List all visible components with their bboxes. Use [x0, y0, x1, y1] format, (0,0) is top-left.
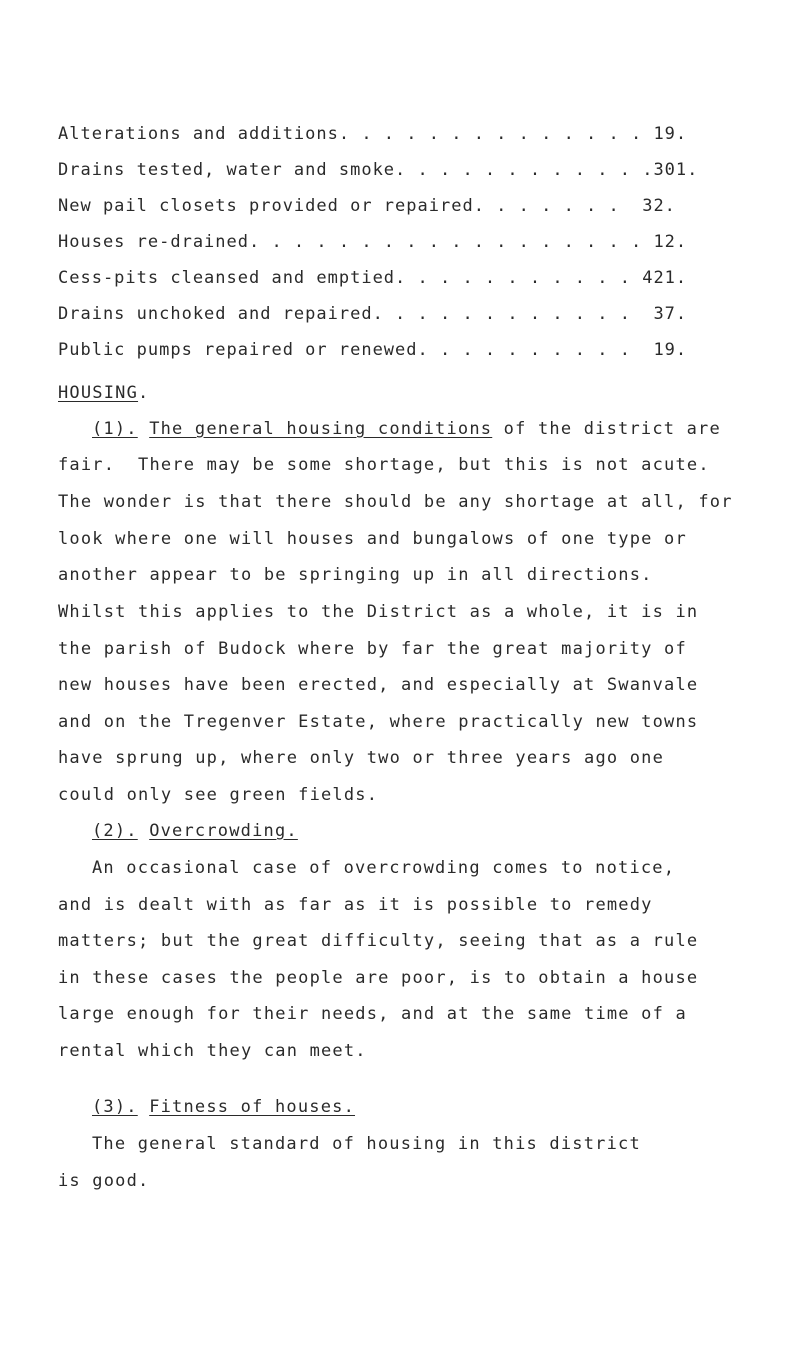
- section-1-line: another appear to be springing up in all directions.: [58, 565, 653, 585]
- section-3-line: The general standard of housing in this district: [92, 1134, 641, 1154]
- section-1-first-line: [92, 418, 721, 440]
- section-2-line: and is dealt with as far as it is possible to remedy: [58, 895, 653, 915]
- section-1-line: new houses have been erected, and especially at Swanvale: [58, 675, 699, 695]
- section-1-number: (1).: [92, 419, 138, 439]
- stat-row: Houses re-drained. . . . . . . . . . . . . . . . . . 12.: [58, 232, 688, 252]
- stat-row: Public pumps repaired or renewed. . . . . . . . . . 19.: [58, 340, 688, 360]
- section-1-line: Whilst this applies to the District as a whole, it is in: [58, 602, 699, 622]
- housing-heading-period: .: [138, 383, 150, 403]
- section-2-number: (2).: [92, 821, 138, 841]
- section-2-title: Overcrowding.: [149, 821, 298, 841]
- section-3-title: Fitness of houses.: [149, 1097, 356, 1117]
- housing-heading: [58, 382, 149, 404]
- section-2-line: rental which they can meet.: [58, 1041, 367, 1061]
- section-2-line: in these cases the people are poor, is to obtain a house: [58, 968, 699, 988]
- section-1-line: fair. There may be some shortage, but this is not acute.: [58, 455, 710, 475]
- housing-heading-text: HOUSING: [58, 383, 139, 403]
- stat-row: Cess-pits cleansed and emptied. . . . . . . . . . . 421.: [58, 268, 688, 288]
- section-3-heading: [92, 1096, 355, 1118]
- section-3-number: (3).: [92, 1097, 138, 1117]
- section-1-line: The wonder is that there should be any shortage at all, for: [58, 492, 733, 512]
- section-1-title: The general housing conditions: [149, 419, 493, 439]
- stat-row: Drains tested, water and smoke. . . . . . . . . . . .301.: [58, 160, 699, 180]
- section-2-line: matters; but the great difficulty, seeing that as a rule: [58, 931, 699, 951]
- section-1-line: the parish of Budock where by far the great majority of: [58, 639, 687, 659]
- section-1-line: have sprung up, where only two or three years ago one: [58, 748, 665, 768]
- stat-row: Drains unchoked and repaired. . . . . . . . . . . . 37.: [58, 304, 688, 324]
- section-2-heading: [92, 820, 298, 842]
- section-3-line: is good.: [58, 1171, 150, 1191]
- section-1-line: and on the Tregenver Estate, where practically new towns: [58, 712, 699, 732]
- section-1-line: look where one will houses and bungalows of one type or: [58, 529, 687, 549]
- section-1-line: of the district are: [492, 419, 721, 439]
- stat-row: Alterations and additions. . . . . . . . . . . . . . 19.: [58, 124, 688, 144]
- section-2-line: large enough for their needs, and at the same time of a: [58, 1004, 687, 1024]
- section-2-line: An occasional case of overcrowding comes to notice,: [92, 858, 676, 878]
- section-1-line: could only see green fields.: [58, 785, 379, 805]
- sanitary-works-list: [58, 116, 748, 368]
- stat-row: New pail closets provided or repaired. . . . . . . 32.: [58, 196, 676, 216]
